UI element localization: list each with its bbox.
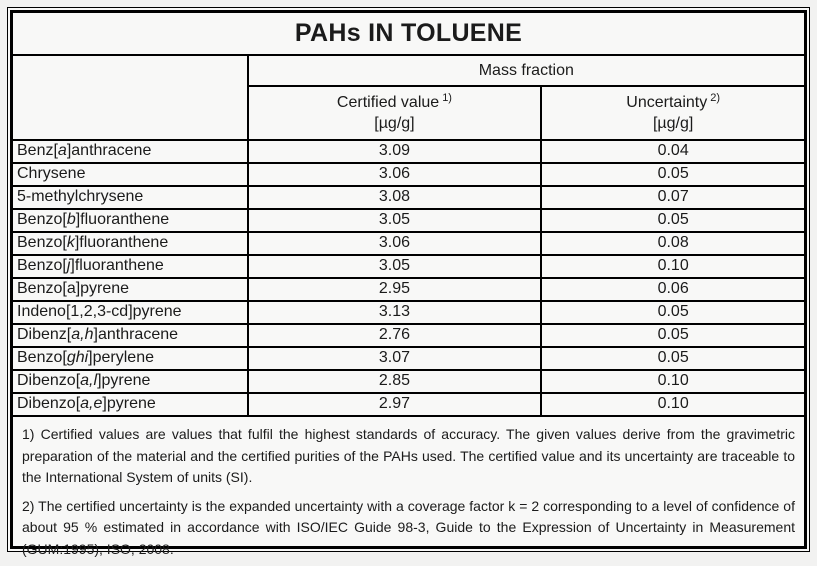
table-row (13, 393, 804, 416)
compound-name: Dibenz[a,h]anthracene (13, 324, 248, 347)
header-section (13, 13, 804, 140)
column-header-label-line (249, 92, 541, 113)
uncertainty-cell: 0.05 (541, 347, 804, 370)
certified-value-cell: 2.76 (248, 324, 542, 347)
column-header-uncertainty (541, 86, 804, 140)
footnotes-cell (13, 416, 804, 566)
group-header-mass-fraction: Mass fraction (248, 55, 804, 86)
certified-value-cell: 3.05 (248, 255, 542, 278)
table-row (13, 232, 804, 255)
certified-value-cell: 3.08 (248, 186, 542, 209)
uncertainty-cell: 0.05 (541, 324, 804, 347)
table-title: PAHs IN TOLUENE (13, 13, 804, 55)
certified-value-cell: 3.09 (248, 140, 542, 163)
table-row (13, 347, 804, 370)
column-label: Certified value (336, 94, 440, 111)
compound-name: Indeno[1,2,3-cd]pyrene (13, 301, 248, 324)
certified-value-cell: 2.85 (248, 370, 542, 393)
column-unit: [µg/g] (652, 115, 694, 132)
table-inner-frame (10, 10, 807, 557)
footnote-ref-1: 1) (442, 91, 452, 104)
compound-name: Chrysene (13, 163, 248, 186)
uncertainty-cell: 0.04 (541, 140, 804, 163)
table-row (13, 301, 804, 324)
certified-value-cell: 3.07 (248, 347, 542, 370)
certified-value-cell: 3.13 (248, 301, 542, 324)
certified-value-cell: 3.06 (248, 163, 542, 186)
certified-values-table (13, 13, 804, 566)
column-header-label-line (542, 92, 804, 113)
uncertainty-cell: 0.05 (541, 163, 804, 186)
compound-name: Dibenzo[a,l]pyrene (13, 370, 248, 393)
corner-cell (13, 55, 248, 140)
uncertainty-cell: 0.05 (541, 301, 804, 324)
compound-name: Benz[a]anthracene (13, 140, 248, 163)
footnote-section (13, 416, 804, 566)
table-row (13, 370, 804, 393)
compound-name: Benzo[j]fluoranthene (13, 255, 248, 278)
compound-name: Benzo[b]fluoranthene (13, 209, 248, 232)
column-label: Uncertainty (626, 94, 708, 111)
title-row (13, 13, 804, 55)
column-header-certified-value (248, 86, 542, 140)
footnote-2: 2) The certified uncertainty is the expanded uncertainty with a coverage factor k = 2 corresponding to a level of confidence of about 95 % estimated in accordance with ISO/IEC Guide 98-3, Guide to the Expression of Uncertainty in Measurement (GUM:1995), ISO, 2008. (22, 497, 795, 557)
footnote-1: 1) Certified values are values that fulfil the highest standards of accuracy. The given values derive from the gravimetric preparation of the material and the certified purities of the PAHs used. The certified value and its uncertainty are traceable to the International System of units (SI). (22, 426, 795, 485)
compound-name: Dibenzo[a,e]pyrene (13, 393, 248, 416)
column-unit: [µg/g] (374, 115, 415, 132)
certified-value-cell: 3.06 (248, 232, 542, 255)
uncertainty-cell: 0.07 (541, 186, 804, 209)
certified-value-cell: 2.95 (248, 278, 542, 301)
compound-name: Benzo[k]fluoranthene (13, 232, 248, 255)
uncertainty-cell: 0.10 (541, 393, 804, 416)
table-row (13, 140, 804, 163)
data-rows-section (13, 140, 804, 416)
table-row (13, 163, 804, 186)
table-outer-frame (7, 7, 810, 557)
compound-name: Benzo[ghi]perylene (13, 347, 248, 370)
compound-name: 5-methylchrysene (13, 186, 248, 209)
table-row (13, 209, 804, 232)
uncertainty-cell: 0.08 (541, 232, 804, 255)
footnote-row (13, 416, 804, 566)
table-row (13, 255, 804, 278)
uncertainty-cell: 0.06 (541, 278, 804, 301)
footnote-ref-2: 2) (710, 91, 720, 104)
compound-name: Benzo[a]pyrene (13, 278, 248, 301)
certified-value-cell: 2.97 (248, 393, 542, 416)
uncertainty-cell: 0.05 (541, 209, 804, 232)
table-row (13, 278, 804, 301)
table-row (13, 186, 804, 209)
uncertainty-cell: 0.10 (541, 255, 804, 278)
certified-value-cell: 3.05 (248, 209, 542, 232)
table-row (13, 324, 804, 347)
uncertainty-cell: 0.10 (541, 370, 804, 393)
group-header-row (13, 55, 804, 86)
